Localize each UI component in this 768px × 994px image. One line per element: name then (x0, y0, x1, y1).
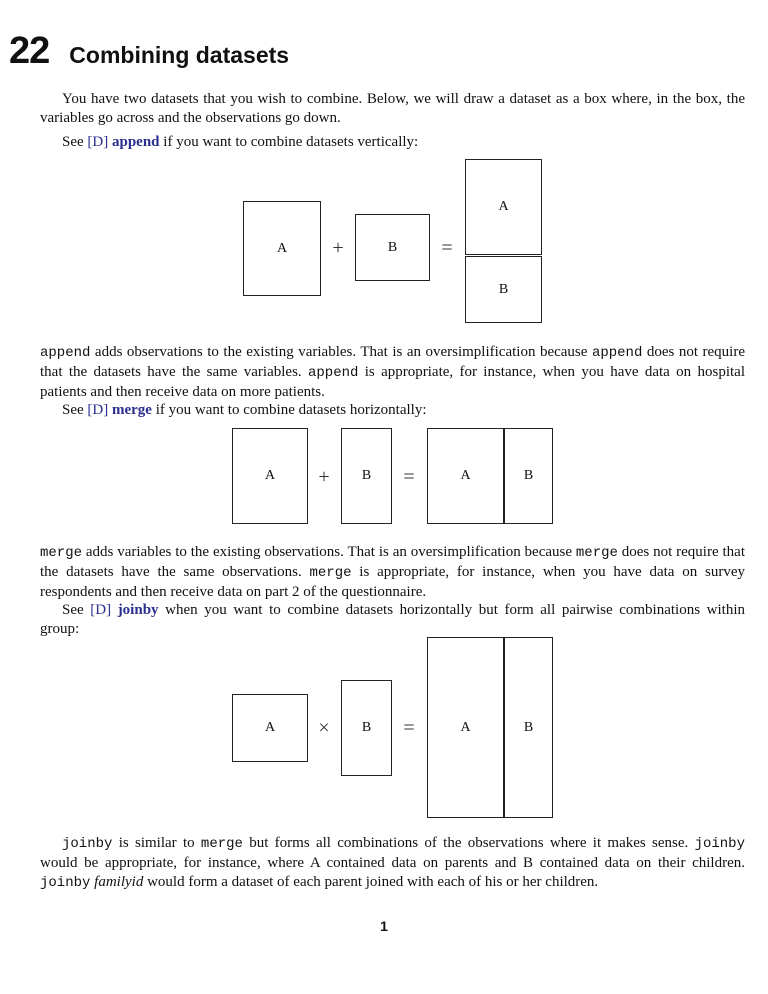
see-text: See (62, 402, 88, 418)
append-see-line (40, 133, 745, 152)
text-segment: adds variables to the existing observations. That is an oversimplification because (82, 544, 576, 560)
merge-link[interactable]: merge (112, 402, 152, 418)
chapter-title: Combining datasets (69, 42, 290, 68)
code-merge: merge (200, 836, 243, 852)
dataset-a-box: A (243, 201, 321, 296)
dataset-b-box: B (355, 214, 430, 281)
code-merge: merge (309, 565, 352, 581)
result-a-box: A (465, 159, 542, 255)
text-segment: would form a dataset of each parent joined with each of his or her children. (143, 874, 599, 890)
plus-operator: + (318, 466, 330, 488)
equals-operator: = (403, 717, 415, 739)
code-append: append (308, 365, 359, 381)
result-a-box: A (427, 637, 504, 818)
code-merge: merge (40, 545, 83, 561)
manual-tag[interactable]: [D] (87, 402, 109, 418)
code-merge: merge (575, 545, 618, 561)
see-text-post: if you want to combine datasets vertically: (159, 134, 419, 150)
merge-description (40, 543, 745, 602)
dataset-b-box: B (341, 428, 392, 524)
page-number: 1 (380, 918, 388, 934)
joinby-description (40, 834, 745, 893)
code-joinby: joinby (62, 836, 113, 852)
result-a-box: A (427, 428, 504, 524)
manual-tag[interactable]: [D] (90, 602, 112, 618)
equals-operator: = (441, 237, 453, 259)
code-append: append (591, 345, 643, 361)
italic-familyid: familyid (94, 874, 144, 890)
text-segment: is similar to (112, 835, 201, 851)
see-text: See (62, 134, 88, 150)
text-segment: is appropriate, for instance, when you have data on survey respondents and then receive data on part 2 of the questionnaire. (40, 564, 745, 600)
text-segment: but forms all combinations of the observations where it makes sense. (242, 835, 695, 851)
dataset-b-box: B (341, 680, 392, 776)
result-b-box: B (465, 256, 542, 323)
see-text-post: if you want to combine datasets horizontally: (151, 402, 427, 418)
result-b-box: B (503, 428, 553, 524)
append-description (40, 343, 745, 402)
text-segment: does not require that the datasets have the same variables. (40, 344, 745, 380)
text-segment: is appropriate, for instance, when you have data on hospital patients and then receive data on more patients. (40, 364, 745, 400)
code-append: append (40, 345, 91, 361)
code-joinby: joinby (694, 836, 745, 852)
text-segment: would be appropriate, for instance, where A contained data on parents and B contained data on their children. (40, 855, 745, 871)
dataset-a-box: A (232, 694, 308, 762)
joinby-link[interactable]: joinby (117, 602, 159, 618)
intro-paragraph: You have two datasets that you wish to combine. Below, we will draw a dataset as a box where, in the box, the variables go across and the observations go down. (40, 91, 745, 126)
plus-operator: + (332, 237, 344, 259)
text-segment: adds observations to the existing variables. That is an oversimplification because (90, 344, 592, 360)
see-text: See (62, 602, 91, 618)
times-operator: × (318, 717, 330, 739)
manual-tag[interactable]: [D] (87, 134, 109, 150)
code-joinby: joinby (40, 875, 91, 891)
chapter-heading (9, 30, 289, 73)
append-link[interactable]: append (112, 134, 160, 150)
text-segment: does not require that the datasets have the same observations. (40, 544, 745, 580)
equals-operator: = (403, 466, 415, 488)
see-text-post: when you want to combine datasets horizontally but form all pairwise combinations within group: (40, 602, 745, 637)
dataset-a-box: A (232, 428, 308, 524)
chapter-number: 22 (9, 30, 50, 72)
joinby-see-line (40, 601, 745, 639)
result-b-box: B (503, 637, 553, 818)
merge-see-line (40, 401, 745, 420)
